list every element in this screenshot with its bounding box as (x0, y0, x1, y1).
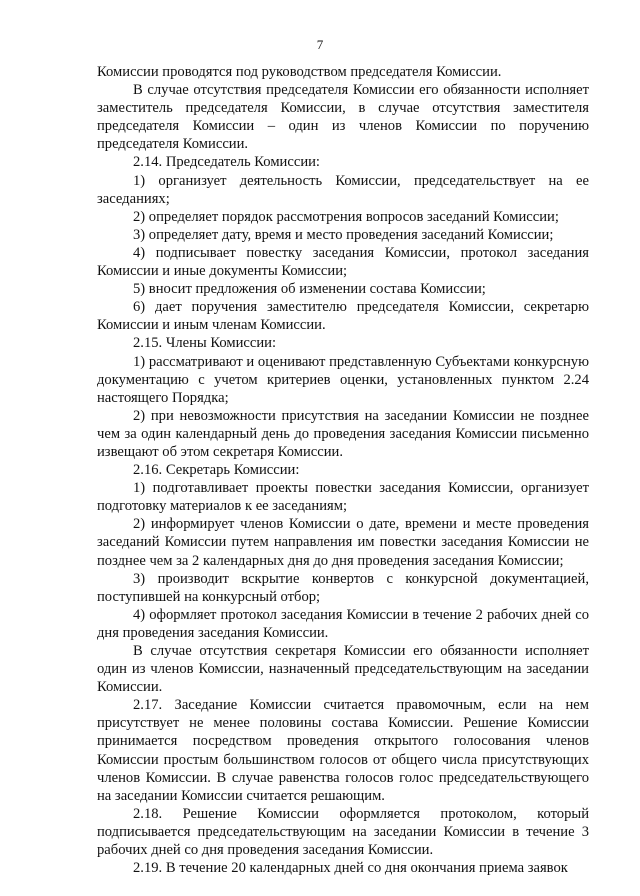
paragraph: 2.18. Решение Комиссии оформляется протоколом, который подписывается председательствующим на заседании Комиссии в течение 3 рабочих дней со дня проведения заседания Комиссии. (97, 805, 589, 859)
paragraph: Комиссии проводятся под руководством председателя Комиссии. (97, 64, 502, 80)
paragraph: 5) вносит предложения об изменении состава Комиссии; (133, 281, 486, 298)
paragraph: 4) оформляет протокол заседания Комиссии в течение 2 рабочих дней со дня проведения заседания Комиссии. (97, 606, 589, 641)
paragraph: 2) определяет порядок рассмотрения вопросов заседаний Комиссии; (133, 208, 559, 225)
paragraph: 2.15. Члены Комиссии: (133, 335, 277, 352)
paragraph: 1) организует деятельность Комиссии, председательствует на ее заседаниях; (97, 172, 589, 207)
paragraph: 6) дает поручения заместителю председателя Комиссии, секретарю Комиссии и иным членам Комиссии. (97, 299, 589, 334)
paragraph: 2.17. Заседание Комиссии считается правомочным, если на нем присутствует не менее половины состава Комиссии. Решение Комиссии принимается посредством проведения открытого голосования членов Комиссии простым большинством голосов от общего числа присутствующих членов Комиссии. В случае равенства голосов голос председательствующего на заседании Комиссии считается решающим. (97, 697, 589, 804)
page-number: 7 (316, 37, 324, 52)
paragraph: 1) рассматривают и оценивают представленную Субъектами конкурсную документацию с учетом критериев оценки, установленных пунктом 2.24 настоящего Порядка; (97, 353, 589, 406)
document-body (97, 63, 589, 877)
paragraph: В случае отсутствия председателя Комиссии его обязанности исполняет заместитель председателя Комиссии, в случае отсутствия заместителя председателя Комиссии – один из членов Комиссии по поручению председателя Комиссии. (97, 82, 589, 153)
paragraph: 2) информирует членов Комиссии о дате, времени и месте проведения заседаний Комиссии путем направления им повестки заседания Комиссии не позднее чем за 2 календарных дня до дня проведения заседания Комиссии; (97, 516, 589, 569)
paragraph: 1) подготавливает проекты повестки заседания Комиссии, организует подготовку материалов к ее заседаниям; (97, 480, 589, 515)
paragraph: 2.19. В течение 20 календарных дней со дня окончания приема заявок (133, 860, 568, 877)
paragraph: 2) при невозможности присутствия на заседании Комиссии не позднее чем за один календарный день до проведения заседания Комиссии письменно извещают об этом секретаря Комиссии. (97, 407, 589, 460)
paragraph: 2.16. Секретарь Комиссии: (133, 462, 300, 479)
paragraph: 3) определяет дату, время и место проведения заседаний Комиссии; (133, 226, 554, 243)
paragraph: 2.14. Председатель Комиссии: (133, 154, 320, 171)
paragraph: 4) подписывает повестку заседания Комиссии, протокол заседания Комиссии и иные документы Комиссии; (97, 244, 589, 280)
paragraph: В случае отсутствия секретаря Комиссии его обязанности исполняет один из членов Комиссии, назначенный председательствующим на заседании Комиссии. (97, 643, 589, 696)
paragraph: 3) производит вскрытие конвертов с конкурсной документацией, поступившей на конкурсный отбор; (97, 570, 589, 605)
